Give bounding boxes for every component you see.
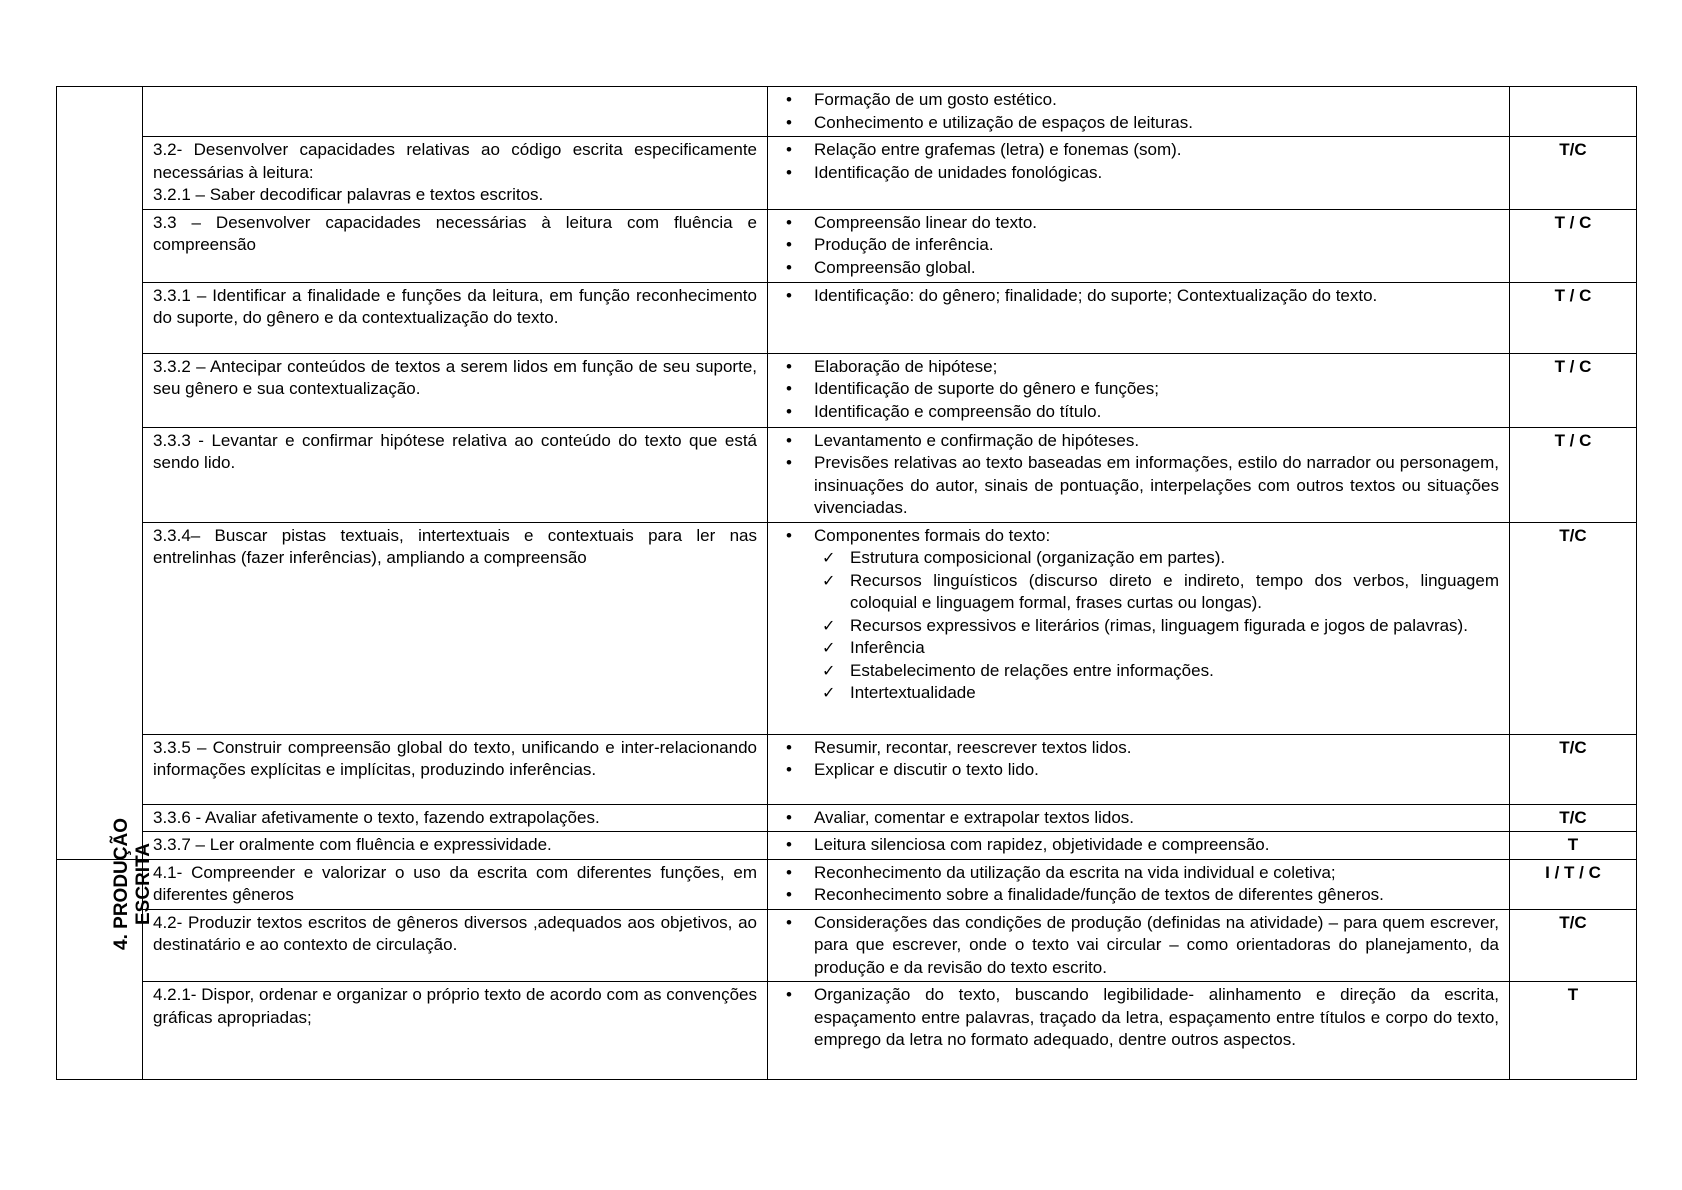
list-item: • Conhecimento e utilização de espaços de leituras. — [778, 112, 1499, 135]
checklist-item: ✓ Estrutura composicional (organização em partes). — [778, 547, 1499, 570]
content-cell — [768, 427, 1510, 522]
objective-cell: 4.2.1- Dispor, ordenar e organizar o próprio texto de acordo com as convenções gráficas apropriadas; — [143, 982, 768, 1080]
code-cell: T/C — [1510, 522, 1637, 734]
list-item: • Resumir, recontar, reescrever textos lidos. — [778, 737, 1499, 760]
objective-cell: 3.3.6 - Avaliar afetivamente o texto, fazendo extrapolações. — [143, 804, 768, 832]
objective-cell: 3.3.5 – Construir compreensão global do texto, unificando e inter-relacionando informações explícitas e implícitas, produzindo inferências. — [143, 734, 768, 804]
table-row — [57, 87, 1637, 137]
content-cell — [768, 282, 1510, 353]
code-cell: T/C — [1510, 909, 1637, 982]
objective-cell: 3.3.2 – Antecipar conteúdos de textos a serem lidos em função de seu suporte, seu gênero e sua contextualização. — [143, 353, 768, 427]
content-cell — [768, 804, 1510, 832]
content-cell — [768, 859, 1510, 909]
objective-cell: 3.3.7 – Ler oralmente com fluência e expressividade. — [143, 832, 768, 860]
content-cell — [768, 87, 1510, 137]
list-item: • Identificação: do gênero; finalidade; do suporte; Contextualização do texto. — [778, 285, 1499, 308]
list-item: • Componentes formais do texto: — [778, 525, 1499, 548]
objective-cell: 3.3.3 - Levantar e confirmar hipótese relativa ao conteúdo do texto que está sendo lido. — [143, 427, 768, 522]
objective-cell — [143, 137, 768, 210]
curriculum-table — [56, 86, 1637, 1080]
objective-cell: 3.3.4– Buscar pistas textuais, intertextuais e contextuais para ler nas entrelinhas (fazer inferências), ampliando a compreensão — [143, 522, 768, 734]
list-item: • Compreensão global. — [778, 257, 1499, 280]
content-cell — [768, 209, 1510, 282]
code-cell: T — [1510, 982, 1637, 1080]
code-cell: I / T / C — [1510, 859, 1637, 909]
list-item: • Relação entre grafemas (letra) e fonemas (som). — [778, 139, 1499, 162]
checklist-item: ✓ Recursos linguísticos (discurso direto e indireto, tempo dos verbos, linguagem coloquial e linguagem formal, frases curtas ou longas). — [778, 570, 1499, 615]
checklist-item: ✓ Recursos expressivos e literários (rimas, linguagem figurada e jogos de palavras). — [778, 615, 1499, 638]
content-cell — [768, 909, 1510, 982]
list-item: • Produção de inferência. — [778, 234, 1499, 257]
list-item: • Reconhecimento da utilização da escrita na vida individual e coletiva; — [778, 862, 1499, 885]
axis-cell-leitura — [57, 87, 143, 860]
table-row — [57, 209, 1637, 282]
table-row — [57, 427, 1637, 522]
table-row — [57, 832, 1637, 860]
content-cell — [768, 734, 1510, 804]
content-cell — [768, 982, 1510, 1080]
table-row — [57, 804, 1637, 832]
list-item: • Formação de um gosto estético. — [778, 89, 1499, 112]
table-row — [57, 353, 1637, 427]
table-row — [57, 859, 1637, 909]
list-item: • Considerações das condições de produção (definidas na atividade) – para quem escrever, para que escrever, onde o texto vai circular – como orientadoras do planejamento, da produção e da revisão do texto escrito. — [778, 912, 1499, 980]
code-cell: T / C — [1510, 353, 1637, 427]
list-item: • Leitura silenciosa com rapidez, objetividade e compreensão. — [778, 834, 1499, 857]
code-cell: T/C — [1510, 137, 1637, 210]
list-item: • Levantamento e confirmação de hipóteses. — [778, 430, 1499, 453]
content-cell — [768, 832, 1510, 860]
list-item: • Compreensão linear do texto. — [778, 212, 1499, 235]
table-row — [57, 982, 1637, 1080]
table-row — [57, 909, 1637, 982]
objective-cell: 4.1- Compreender e valorizar o uso da escrita com diferentes funções, em diferentes gêneros — [143, 859, 768, 909]
code-cell: T — [1510, 832, 1637, 860]
objective-cell — [143, 87, 768, 137]
list-item: • Organização do texto, buscando legibilidade- alinhamento e direção da escrita, espaçamento entre palavras, traçado da letra, espaçamento entre títulos e corpo do texto, emprego da letra no formato adequado, dentre outros aspectos. — [778, 984, 1499, 1052]
list-item: • Explicar e discutir o texto lido. — [778, 759, 1499, 782]
table-row — [57, 522, 1637, 734]
code-cell: T / C — [1510, 282, 1637, 353]
content-cell — [768, 353, 1510, 427]
list-item: • Identificação e compreensão do título. — [778, 401, 1499, 424]
axis-label: 4. PRODUÇÃO ESCRITA — [110, 817, 154, 950]
content-cell — [768, 522, 1510, 734]
content-cell — [768, 137, 1510, 210]
objective-cell: 3.3.1 – Identificar a finalidade e funções da leitura, em função reconhecimento do suporte, do gênero e da contextualização do texto. — [143, 282, 768, 353]
axis-cell-producao — [57, 817, 154, 1080]
code-cell: T/C — [1510, 734, 1637, 804]
checklist-item: ✓ Intertextualidade — [778, 682, 1499, 705]
table-row — [57, 282, 1637, 353]
code-cell: T / C — [1510, 427, 1637, 522]
code-cell: T/C — [1510, 804, 1637, 832]
table-row — [57, 137, 1637, 210]
list-item: • Previsões relativas ao texto baseadas em informações, estilo do narrador ou personagem, insinuações do autor, sinais de pontuação, interpelações com outros textos ou situações vivenciadas. — [778, 452, 1499, 520]
objective-text: 3.2- Desenvolver capacidades relativas ao código escrita especificamente necessárias à leitura: — [153, 140, 757, 182]
list-item: • Identificação de suporte do gênero e funções; — [778, 378, 1499, 401]
list-item: • Elaboração de hipótese; — [778, 356, 1499, 379]
list-item: • Reconhecimento sobre a finalidade/função de textos de diferentes gêneros. — [778, 884, 1499, 907]
list-item: • Avaliar, comentar e extrapolar textos lidos. — [778, 807, 1499, 830]
objective-text: 3.2.1 – Saber decodificar palavras e textos escritos. — [153, 185, 544, 204]
code-cell: T / C — [1510, 209, 1637, 282]
checklist-item: ✓ Estabelecimento de relações entre informações. — [778, 660, 1499, 683]
objective-cell: 3.3 – Desenvolver capacidades necessárias à leitura com fluência e compreensão — [143, 209, 768, 282]
code-cell — [1510, 87, 1637, 137]
objective-cell: 4.2- Produzir textos escritos de gêneros diversos ,adequados aos objetivos, ao destinatário e ao contexto de circulação. — [143, 909, 768, 982]
table-row — [57, 734, 1637, 804]
list-item: • Identificação de unidades fonológicas. — [778, 162, 1499, 185]
checklist-item: ✓ Inferência — [778, 637, 1499, 660]
